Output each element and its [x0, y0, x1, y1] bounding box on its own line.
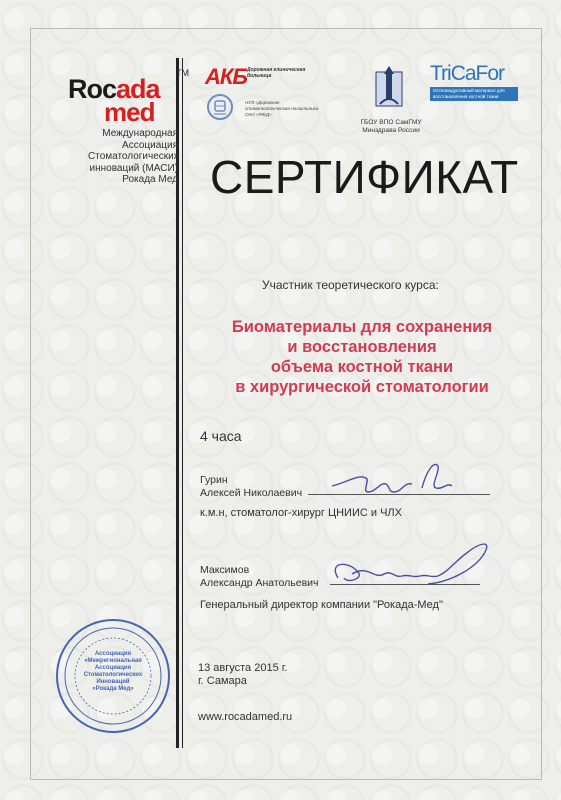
tricafor-logo: [430, 62, 518, 101]
issue-city: г. Самара: [198, 675, 247, 687]
association-line: Ассоциация: [122, 139, 178, 151]
akb-subtext: НУЗ «Дорожная стоматологическая поликлиника ОАО «РЖД»: [245, 100, 319, 117]
logo-med: med: [104, 97, 155, 127]
stamp-line: Стоматологических: [83, 672, 143, 678]
signatory-1-name: [200, 474, 302, 500]
tricafor-tagline: Остеоиндуктивный материал для восстановления костной ткани: [430, 87, 518, 101]
signatory-given-name: Александр Анатольевич: [200, 577, 319, 589]
signature-1-icon: [318, 452, 478, 500]
tricafor-brand: TriCaFor: [430, 62, 505, 85]
divider-thin: [182, 58, 183, 748]
signatory-2-name: [200, 564, 319, 590]
akb-logo: [205, 64, 319, 117]
association-name: [88, 128, 178, 186]
rocada-med-logo: [68, 68, 189, 128]
association-line: Рокада Мед: [122, 174, 178, 185]
logo-roc: Roc: [68, 74, 117, 104]
stamp-text: [54, 651, 172, 693]
stamp-line: Ассоциация: [94, 651, 132, 657]
signature-2-icon: [318, 532, 498, 594]
course-line: и восстановления: [287, 338, 437, 356]
stamp-line: Инноваций: [96, 679, 130, 685]
akb-text: Дорожная клиническая больница: [247, 67, 306, 79]
course-line: Биоматериалы для сохранения: [231, 318, 493, 336]
stamp-line: «Рокада Мед»: [92, 686, 134, 692]
signatory-1-role: к.м.н, стоматолог-хирург ЦНИИС и ЧЛХ: [200, 507, 402, 519]
course-hours: 4 часа: [200, 428, 242, 444]
samgmu-logo: [356, 64, 426, 135]
issue-date-block: [198, 662, 287, 688]
logo-tm: TM: [176, 68, 189, 78]
signatory-given-name: Алексей Николаевич: [200, 487, 303, 499]
certificate-title: СЕРТИФИКАТ: [210, 151, 519, 203]
course-line: объема костной ткани: [270, 358, 454, 376]
signatory-surname: Гурин: [200, 474, 228, 486]
stamp-line: Ассоциация: [94, 665, 132, 671]
samgmu-line: ГБОУ ВПО СамГМУ: [360, 119, 422, 126]
participant-label: Участник теоретического курса:: [262, 278, 439, 292]
stamp-line: «Межрегиональная: [84, 658, 142, 664]
signatory-2-role: Генеральный директор компании "Рокада-Мед": [200, 599, 443, 611]
course-title: [206, 317, 518, 397]
issue-date: 13 августа 2015 г.: [198, 662, 288, 674]
association-line: Международная: [102, 128, 178, 139]
train-icon: [207, 94, 233, 120]
course-line: в хирургической стоматологии: [235, 378, 489, 396]
torch-emblem-icon: [372, 64, 406, 112]
logo-ada: ada: [116, 74, 160, 104]
signatory-surname: Максимов: [200, 564, 250, 576]
samgmu-line: Минздрава России: [362, 127, 420, 134]
akb-mark: АКБ: [205, 64, 247, 89]
association-line: Стоматологических: [88, 151, 179, 162]
website-link[interactable]: www.rocadamed.ru: [198, 711, 293, 723]
association-line: инноваций (МАСИ): [89, 162, 178, 174]
